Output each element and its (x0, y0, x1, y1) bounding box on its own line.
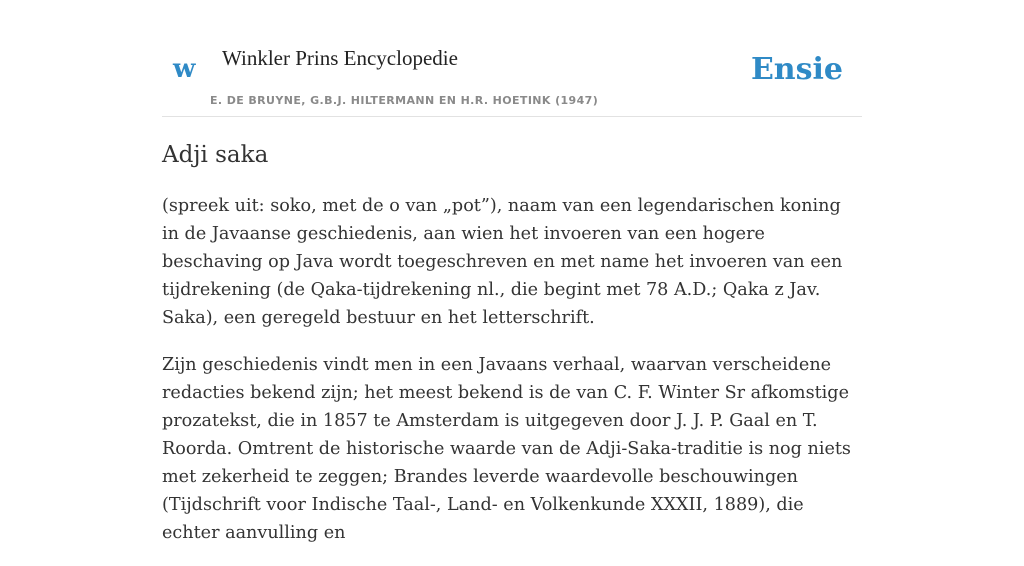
article-title: Adji saka (162, 142, 269, 168)
article-body (162, 192, 862, 566)
page (162, 0, 862, 543)
article-paragraph: (spreek uit: soko, met de o van „pot”), naam van een legendarischen koning in de Javaanse geschiedenis, aan wien het invoeren van een hogere beschaving op Java wordt toegeschreven en met name het invoeren van een tijdrekening (de Qaka-tijdrekening nl., die begint met 78 A.D.; Qaka z Jav. Saka), een geregeld bestuur en het letterschrift. (162, 196, 843, 328)
site-header (162, 0, 862, 117)
site-title[interactable]: Winkler Prins Encyclopedie (222, 46, 458, 70)
site-logo-icon[interactable]: w (173, 54, 196, 84)
brand-logo[interactable]: Ensie (750, 52, 843, 87)
article-paragraph: Zijn geschiedenis vindt men in een Javaans verhaal, waarvan verscheidene redacties bekend zijn; het meest bekend is de van C. F. Winter Sr afkomstige prozatekst, die in 1857 te Amsterdam is uitgegeven door J. J. P. Gaal en T. Roorda. Omtrent de historische waarde van de Adji-Saka-traditie is nog niets met zekerheid te zeggen; Brandes leverde waardevolle beschouwingen (Tijdschrift voor Indische Taal-, Land- en Volkenkunde XXXII, 1889), die echter aanvulling en (162, 355, 851, 543)
site-authors: E. DE BRUYNE, G.B.J. HILTERMANN EN H.R. HOETINK (1947) (210, 94, 599, 107)
